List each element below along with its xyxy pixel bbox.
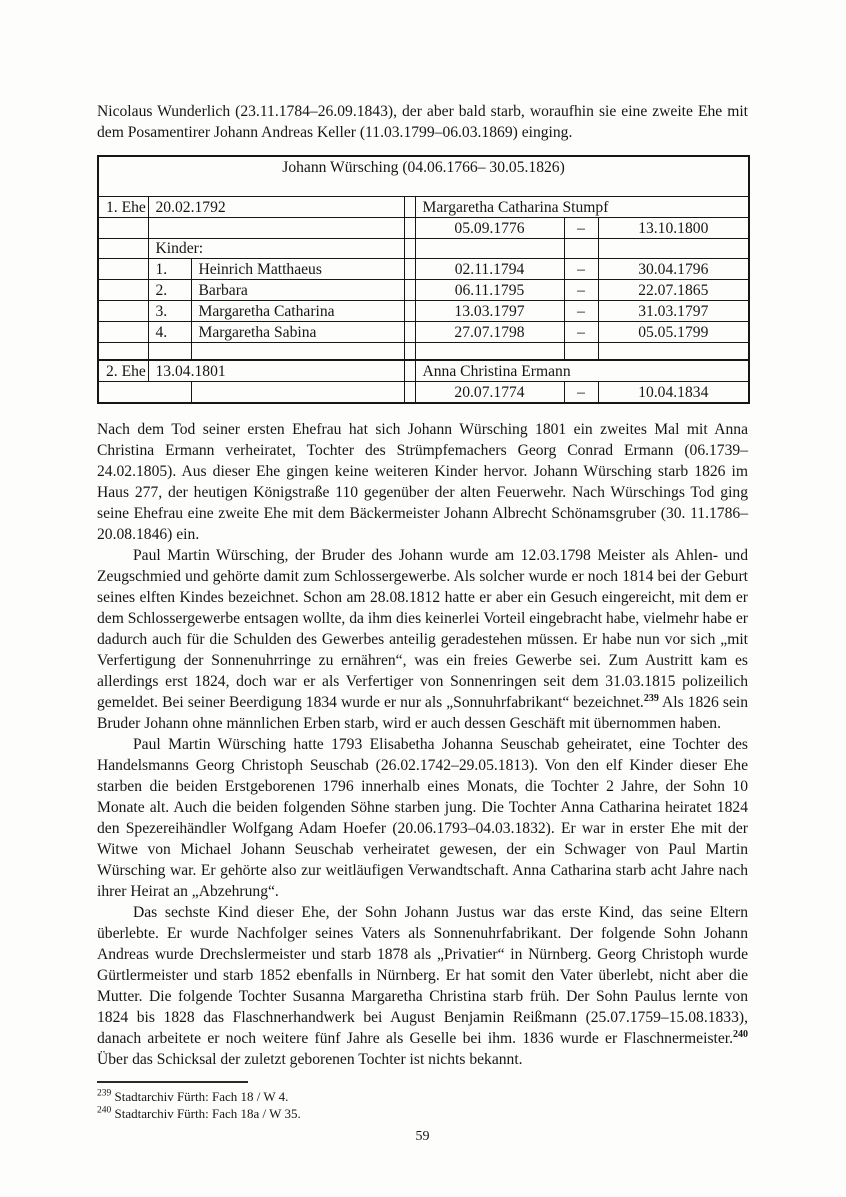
child-name: Margaretha Catharina: [191, 301, 404, 322]
gap-cell: [404, 343, 415, 361]
gap-cell: [404, 218, 415, 239]
child-number: 1.: [148, 259, 191, 280]
child-death: 05.05.1799: [598, 322, 749, 343]
spacer-row: [98, 343, 749, 361]
child-row-2: [98, 280, 749, 301]
paragraph-3: [97, 545, 748, 734]
table-title: Johann Würsching (04.06.1766– 30.05.1826): [98, 156, 749, 197]
marriage2-dates-row: [98, 382, 749, 404]
page-number: 59: [415, 1129, 430, 1144]
paragraph-4: Paul Martin Würsching hatte 1793 Elisabetha Johanna Seuschab geheiratet, eine Tochter des Handelsmanns Georg Christoph Seuschab (26.02.1742–29.05.1813). Von den elf Kinder dieser Ehe starben die beiden Erstgeborenen 1796 innerhalb eines Monats, die Tochter 2 Jahre, der Sohn 10 Monate alt. Auch die beiden folgenden Söhne starben jung. Die Tochter Anna Catharina heiratet 1824 den Spezereihändler Wolfgang Adam Hoefer (20.06.1793–04.03.1832). Er war in erster Ehe mit der Witwe von Michael Johann Seuschab verheiratet gewesen, der ein Schwager von Paul Martin Würsching war. Er gehörte also zur weitläufigen Verwandtschaft. Anna Catharina starb acht Jahre nach ihrer Heirat an „Abzehrung“.: [97, 736, 748, 900]
intro-paragraph: Nicolaus Wunderlich (23.11.1784–26.09.1843), der aber bald starb, woraufhin sie eine zweite Ehe mit dem Posamentirer Johann Andreas Keller (11.03.1799–06.03.1869) einging.: [97, 103, 748, 141]
paragraph-3-text: Paul Martin Würsching, der Bruder des Johann wurde am 12.03.1798 Meister als Ahlen- und Zeugschmied und gehörte damit zum Schlossergewerbe. Als solcher wurde er noch 1814 bei der Geburt seines elften Kindes bezeichnet. Schon am 28.08.1812 hatte er aber ein Gesuch eingereicht, mit dem er dem Schlossergewerbe entsagen wollte, da ihm dies keinerlei Vorteil eingebracht habe, vielmehr habe er dadurch auch für die Schulden des Gewerbes anteilig geradestehen müssen. Er habe nun vor sich „mit Verfertigung der Sonnenuhrringe zu ernähren“, was ein freies Gewerbe sei. Zum Austritt kam es allerdings erst 1824, doch war er als Verfertiger von Sonnenringen seit dem 31.03.1815 polizeilich gemeldet. Bei seiner Beerdigung 1834 wurde er nur als „Sonnuhrfabrikant“ bezeichnet.: [97, 547, 748, 711]
paragraph-5-text: Das sechste Kind dieser Ehe, der Sohn Johann Justus war das erste Kind, das seine Eltern überlebte. Er wurde Nachfolger seines Vaters als Sonnenuhrfabrikant. Der folgende Sohn Johann Andreas wurde Drechslermeister und starb 1878 als „Privatier“ in Nürnberg. Georg Christoph wurde Gürtlermeister und starb 1852 ebenfalls in Nürnberg. Er hat somit den Vater überlebt, nicht aber die Mutter. Die folgende Tochter Susanna Margaretha Christina starb früh. Der Sohn Paulus lernte von 1824 bis 1828 das Flaschnerhandwerk bei August Benjamin Reißmann (25.07.1759–15.08.1833), danach arbeitete er noch weitere fünf Jahre als Geselle bei ihm. 1836 wurde er Flaschnermeister.: [97, 904, 748, 1047]
gap-cell: [404, 382, 415, 404]
child-death: 31.03.1797: [598, 301, 749, 322]
spouse2-birth-cell: 20.07.1774: [415, 382, 564, 404]
child-name: Margaretha Sabina: [191, 322, 404, 343]
marriage1-row: [98, 197, 749, 218]
date-separator: –: [564, 259, 598, 280]
child-number: 3.: [148, 301, 191, 322]
gap-cell: [404, 322, 415, 343]
footnotes-section: [97, 1081, 748, 1122]
gap-cell: [404, 259, 415, 280]
child-death: 22.07.1865: [598, 280, 749, 301]
spouse1-birth-cell: 05.09.1776: [415, 218, 564, 239]
child-number: 4.: [148, 322, 191, 343]
child-birth: 13.03.1797: [415, 301, 564, 322]
paragraph-2: Nach dem Tod seiner ersten Ehefrau hat sich Johann Würsching 1801 ein zweites Mal mit Anna Christina Ermann verheiratet, Tochter des Strümpfemachers Georg Conrad Ermann (06.1739–24.02.1805). Aus dieser Ehe gingen keine weiteren Kinder hervor. Johann Würsching starb 1826 im Haus 277, der heutigen Königstraße 110 gegenüber der alten Feuerwehr. Nach Würschings Tod ging seine Ehefrau eine zweite Ehe mit dem Bäckermeister Johann Albrecht Schönamsgruber (30. 11.1786–20.08.1846) ein.: [97, 421, 748, 543]
gap-cell: [404, 280, 415, 301]
spouse2-death-cell: 10.04.1834: [598, 382, 749, 404]
child-name: Heinrich Matthaeus: [191, 259, 404, 280]
footnote-240-marker: 240: [97, 1105, 112, 1116]
child-birth: 02.11.1794: [415, 259, 564, 280]
child-row-1: [98, 259, 749, 280]
footnote-239-text: Stadtarchiv Fürth: Fach 18 / W 4.: [114, 1089, 289, 1104]
date-separator: –: [564, 218, 598, 239]
footnote-240: [97, 1106, 748, 1123]
child-row-3: [98, 301, 749, 322]
footnote-239: [97, 1089, 748, 1106]
paragraph-5: [97, 902, 748, 1070]
marriage1-spouse-cell: Margaretha Catharina Stumpf: [415, 197, 749, 218]
child-name: Barbara: [191, 280, 404, 301]
gap-cell: [404, 301, 415, 322]
marriage2-row: [98, 360, 749, 382]
date-separator: –: [564, 382, 598, 404]
footnote-separator: [97, 1081, 248, 1083]
child-death: 30.04.1796: [598, 259, 749, 280]
marriage2-date-cell: 13.04.1801: [148, 360, 404, 382]
paragraph-3-text-cont: Als 1826 sein Bruder Johann ohne männlichen Erben starb, wird er auch dessen Geschäft mit übernommen haben.: [97, 694, 748, 732]
marriage2-spouse-cell: Anna Christina Ermann: [415, 360, 749, 382]
footnote-ref-240: 240: [733, 1028, 748, 1040]
child-number: 2.: [148, 280, 191, 301]
child-birth: 27.07.1798: [415, 322, 564, 343]
child-birth: 06.11.1795: [415, 280, 564, 301]
children-label-cell: Kinder:: [148, 239, 404, 259]
table-title-row: [98, 156, 749, 197]
marriage1-dates-row: [98, 218, 749, 239]
date-separator: –: [564, 322, 598, 343]
marriage1-label-cell: 1. Ehe: [98, 197, 148, 218]
marriage1-date-cell: 20.02.1792: [148, 197, 404, 218]
gap-cell: [404, 360, 415, 382]
main-text: [97, 419, 748, 1070]
marriage2-label-cell: 2. Ehe: [98, 360, 148, 382]
gap-cell: [404, 239, 415, 259]
gap-cell: [404, 197, 415, 218]
date-separator: –: [564, 280, 598, 301]
children-header-row: [98, 239, 749, 259]
spouse1-death-cell: 13.10.1800: [598, 218, 749, 239]
paragraph-5-text-cont: Über das Schicksal der zuletzt geborenen Tochter ist nichts bekannt.: [97, 1051, 523, 1068]
date-separator: –: [564, 301, 598, 322]
child-row-4: [98, 322, 749, 343]
footnote-239-marker: 239: [97, 1088, 112, 1099]
footnote-ref-239: 239: [643, 692, 659, 704]
footnote-240-text: Stadtarchiv Fürth: Fach 18a / W 35.: [114, 1105, 301, 1121]
genealogy-table: [97, 155, 750, 404]
